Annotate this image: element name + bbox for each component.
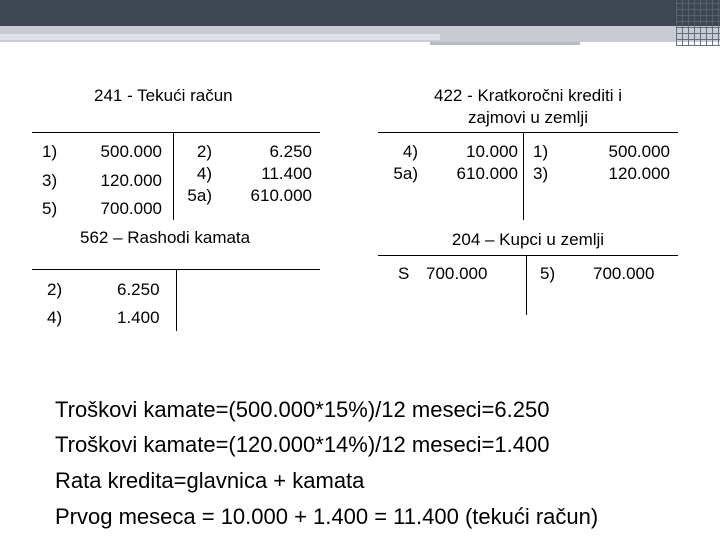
account-241-debit-amount-1: 500.000	[100, 142, 162, 161]
slide-header-highlight	[0, 34, 440, 40]
account-241-top-line	[32, 132, 320, 133]
account-422-title-line-1: 422 - Kratkoročni krediti i	[433, 86, 623, 105]
account-422-divider	[523, 132, 524, 220]
account-422-credit-ref-2: 3)	[533, 164, 549, 183]
account-241-debit-ref-2: 3)	[42, 171, 58, 190]
account-422-debit-amount-2: 610.000	[456, 164, 518, 183]
account-241-divider	[173, 132, 174, 220]
slide-header-band	[0, 0, 720, 26]
account-241-credit-ref-2: 4)	[196, 164, 212, 183]
note-line-4: Prvog meseca = 10.000 + 1.400 = 11.400 (tekući račun)	[55, 504, 599, 529]
account-422-title-line-2: zajmovi u zemlji	[468, 108, 588, 127]
account-241-debit-amount-3: 700.000	[100, 199, 162, 218]
slide-header-accent	[430, 42, 580, 45]
account-204-debit-ref-1: S	[398, 264, 410, 283]
account-422-credit-amount-1: 500.000	[608, 142, 670, 161]
account-241-debit-ref-3: 5)	[42, 199, 58, 218]
slide-header-grid-pattern	[676, 0, 720, 46]
account-562-debit-amount-1: 6.250	[117, 280, 160, 299]
account-241-title: 241 - Tekući račun	[94, 86, 233, 105]
account-241-credit-amount-1: 6.250	[269, 142, 312, 161]
note-line-3: Rata kredita=glavnica + kamata	[55, 468, 365, 493]
account-422-credit-amount-2: 120.000	[608, 164, 670, 183]
account-422-debit-ref-2: 5a)	[393, 164, 418, 183]
account-241-debit-amount-2: 120.000	[100, 171, 162, 190]
account-562-debit-ref-2: 4)	[47, 308, 63, 327]
note-line-2: Troškovi kamate=(120.000*14%)/12 meseci=1.400	[55, 432, 550, 457]
account-241-credit-ref-1: 2)	[196, 142, 212, 161]
account-422-debit-ref-1: 4)	[402, 142, 418, 161]
account-562-title: 562 – Rashodi kamata	[80, 228, 251, 247]
account-204-credit-ref-1: 5)	[540, 264, 556, 283]
account-562-debit-amount-2: 1.400	[117, 308, 160, 327]
account-204-top-line	[378, 255, 678, 256]
note-line-1: Troškovi kamate=(500.000*15%)/12 meseci=6.250	[55, 397, 550, 422]
account-422-credit-ref-1: 1)	[533, 142, 549, 161]
account-204-debit-amount-1: 700.000	[426, 264, 488, 283]
account-204-title: 204 – Kupci u zemlji	[451, 230, 605, 249]
account-241-credit-amount-3: 610.000	[250, 186, 312, 205]
account-422-top-line	[378, 132, 678, 133]
account-562-divider	[176, 269, 177, 331]
account-204-divider	[526, 255, 527, 315]
account-204-credit-amount-1: 700.000	[593, 264, 655, 283]
account-422-debit-amount-1: 10.000	[466, 142, 518, 161]
account-241-credit-amount-2: 11.400	[261, 164, 312, 183]
account-562-debit-ref-1: 2)	[47, 280, 63, 299]
account-241-credit-ref-3: 5a)	[187, 186, 212, 205]
account-241-debit-ref-1: 1)	[42, 142, 58, 161]
